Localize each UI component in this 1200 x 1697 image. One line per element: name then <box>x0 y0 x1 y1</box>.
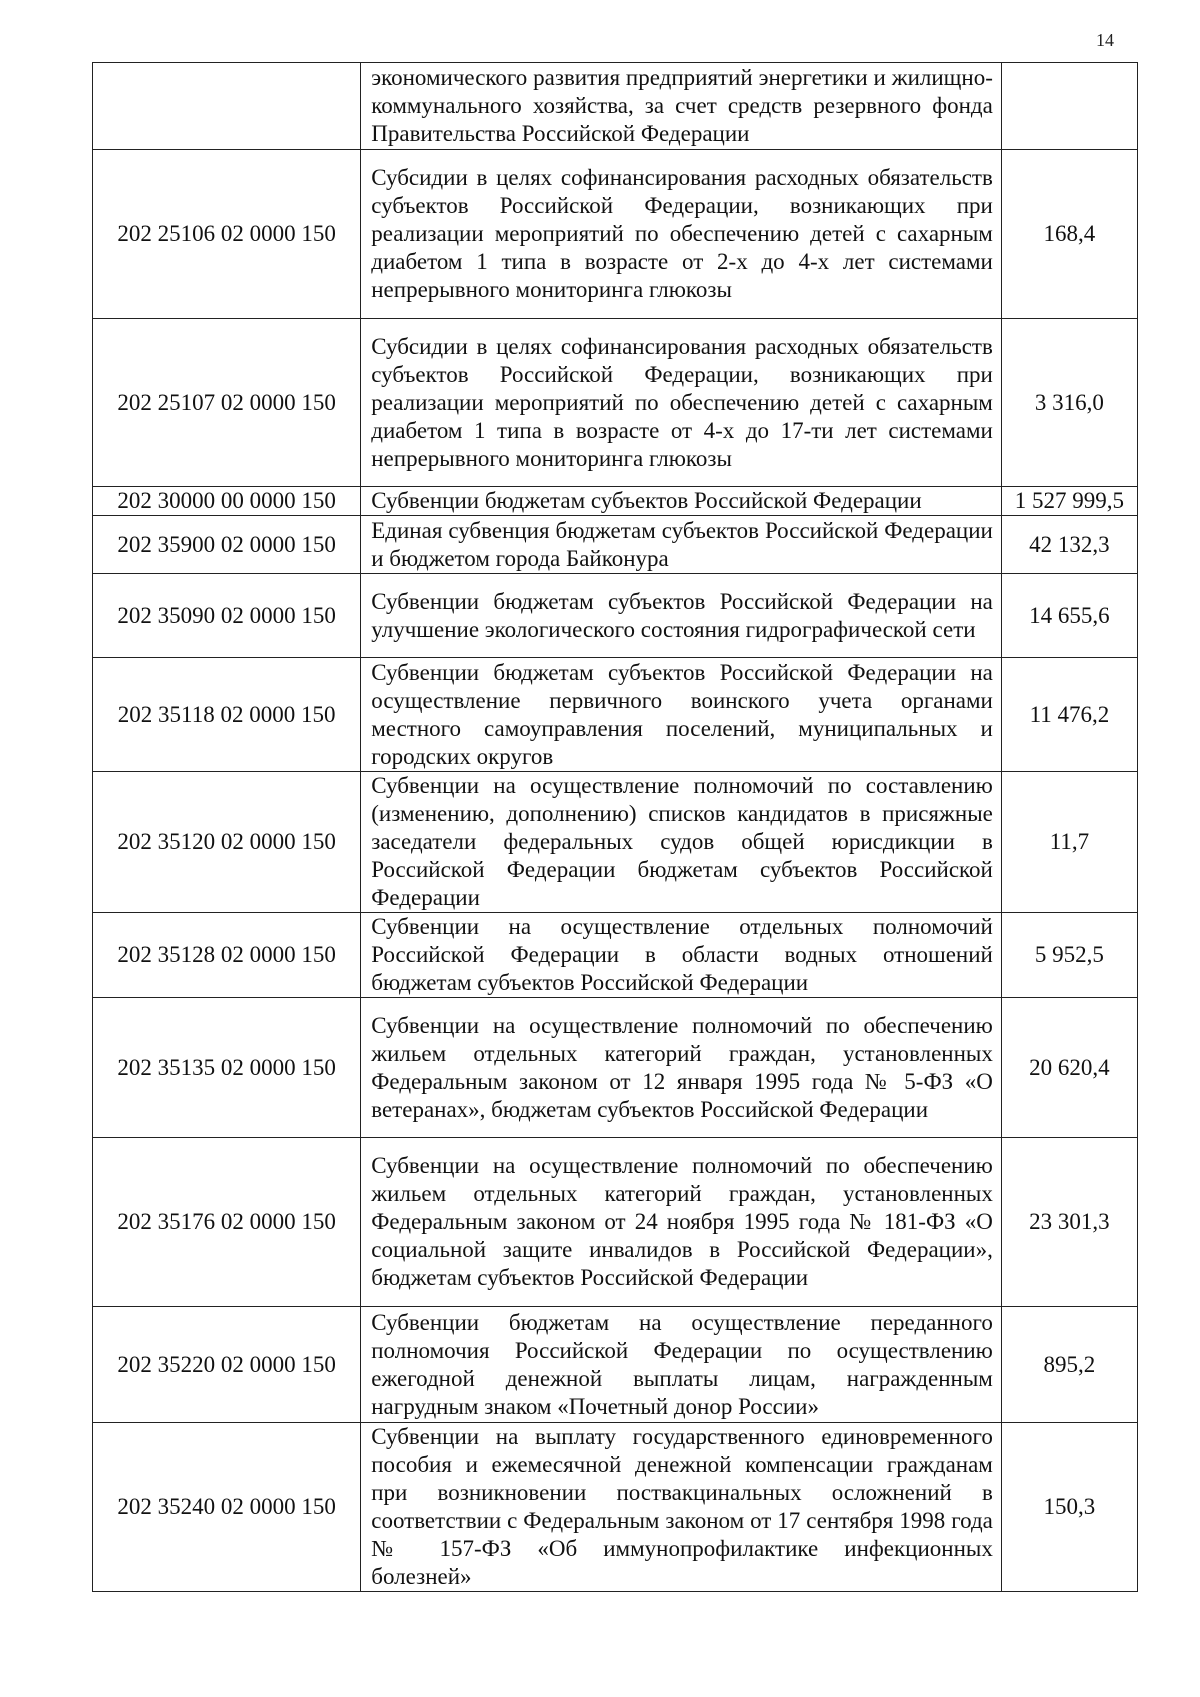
amount-cell: 168,4 <box>1001 150 1137 319</box>
description-cell: Субвенции на осуществление полномочий по составлению (изменению, дополнению) списков кандидатов в присяжные заседатели федеральных судов общей юрисдикции в Российской Федерации бюджетам субъектов Российской Федерации <box>361 772 1002 913</box>
budget-revenue-table <box>92 62 1138 1592</box>
amount-cell: 42 132,3 <box>1001 516 1137 574</box>
table-row <box>93 772 1138 913</box>
budget-code-cell: 202 35128 02 0000 150 <box>93 913 361 998</box>
table-row <box>93 1423 1138 1592</box>
description-cell: Субвенции бюджетам субъектов Российской Федерации на улучшение экологического состояния гидрографической сети <box>361 574 1002 658</box>
description-cell: Субвенции на осуществление полномочий по обеспечению жильем отдельных категорий граждан, установленных Федеральным законом от 24 ноября 1995 года № 181-ФЗ «О социальной защите инвалидов в Российской Федерации», бюджетам субъектов Российской Федерации <box>361 1138 1002 1307</box>
description-cell: Субсидии в целях софинансирования расходных обязательств субъектов Российской Федерации, возникающих при реализации мероприятий по обеспечению детей с сахарным диабетом 1 типа в возрасте от 4-х до 17-ти лет системами непрерывного мониторинга глюкозы <box>361 319 1002 487</box>
table-row <box>93 63 1138 150</box>
budget-code-cell: 202 35120 02 0000 150 <box>93 772 361 913</box>
budget-code-cell: 202 35090 02 0000 150 <box>93 574 361 658</box>
description-cell: Субвенции бюджетам субъектов Российской Федерации <box>361 487 1002 516</box>
description-cell: Субвенции на осуществление отдельных полномочий Российской Федерации в области водных отношений бюджетам субъектов Российской Федерации <box>361 913 1002 998</box>
amount-cell: 895,2 <box>1001 1307 1137 1423</box>
budget-code-cell: 202 25106 02 0000 150 <box>93 150 361 319</box>
table-row <box>93 319 1138 487</box>
page-number: 14 <box>1096 30 1114 50</box>
description-cell: Субвенции на осуществление полномочий по обеспечению жильем отдельных категорий граждан, установленных Федеральным законом от 12 января 1995 года № 5-ФЗ «О ветеранах», бюджетам субъектов Российской Федерации <box>361 998 1002 1138</box>
amount-cell <box>1001 63 1137 150</box>
budget-code-cell <box>93 63 361 150</box>
table-row <box>93 150 1138 319</box>
table-row <box>93 516 1138 574</box>
budget-code-cell: 202 35240 02 0000 150 <box>93 1423 361 1592</box>
amount-cell: 1 527 999,5 <box>1001 487 1137 516</box>
amount-cell: 20 620,4 <box>1001 998 1137 1138</box>
table-row <box>93 913 1138 998</box>
description-cell: Субвенции на выплату государственного единовременного пособия и ежемесячной денежной компенсации гражданам при возникновении поствакцинальных осложнений в соответствии с Федеральным законом от 17 сентября 1998 года № 157-ФЗ «Об иммунопрофилактике инфекционных болезней» <box>361 1423 1002 1592</box>
table-row <box>93 574 1138 658</box>
amount-cell: 5 952,5 <box>1001 913 1137 998</box>
budget-code-cell: 202 35900 02 0000 150 <box>93 516 361 574</box>
amount-cell: 14 655,6 <box>1001 574 1137 658</box>
description-cell: Субсидии в целях софинансирования расходных обязательств субъектов Российской Федерации, возникающих при реализации мероприятий по обеспечению детей с сахарным диабетом 1 типа в возрасте от 2-х до 4-х лет системами непрерывного мониторинга глюкозы <box>361 150 1002 319</box>
amount-cell: 11,7 <box>1001 772 1137 913</box>
table-row <box>93 998 1138 1138</box>
budget-code-cell: 202 35220 02 0000 150 <box>93 1307 361 1423</box>
amount-cell: 11 476,2 <box>1001 658 1137 772</box>
table-row <box>93 1307 1138 1423</box>
table-row <box>93 1138 1138 1307</box>
description-cell: Единая субвенция бюджетам субъектов Российской Федерации и бюджетом города Байконура <box>361 516 1002 574</box>
table-row <box>93 487 1138 516</box>
amount-cell: 23 301,3 <box>1001 1138 1137 1307</box>
budget-code-cell: 202 25107 02 0000 150 <box>93 319 361 487</box>
description-cell: экономического развития предприятий энергетики и жилищно-коммунального хозяйства, за счет средств резервного фонда Правительства Российской Федерации <box>361 63 1002 150</box>
budget-code-cell: 202 35135 02 0000 150 <box>93 998 361 1138</box>
budget-code-cell: 202 35118 02 0000 150 <box>93 658 361 772</box>
budget-code-cell: 202 30000 00 0000 150 <box>93 487 361 516</box>
amount-cell: 3 316,0 <box>1001 319 1137 487</box>
amount-cell: 150,3 <box>1001 1423 1137 1592</box>
budget-code-cell: 202 35176 02 0000 150 <box>93 1138 361 1307</box>
description-cell: Субвенции бюджетам субъектов Российской Федерации на осуществление первичного воинского учета органами местного самоуправления поселений, муниципальных и городских округов <box>361 658 1002 772</box>
table-row <box>93 658 1138 772</box>
description-cell: Субвенции бюджетам на осуществление переданного полномочия Российской Федерации по осуществлению ежегодной денежной выплаты лицам, награжденным нагрудным знаком «Почетный донор России» <box>361 1307 1002 1423</box>
